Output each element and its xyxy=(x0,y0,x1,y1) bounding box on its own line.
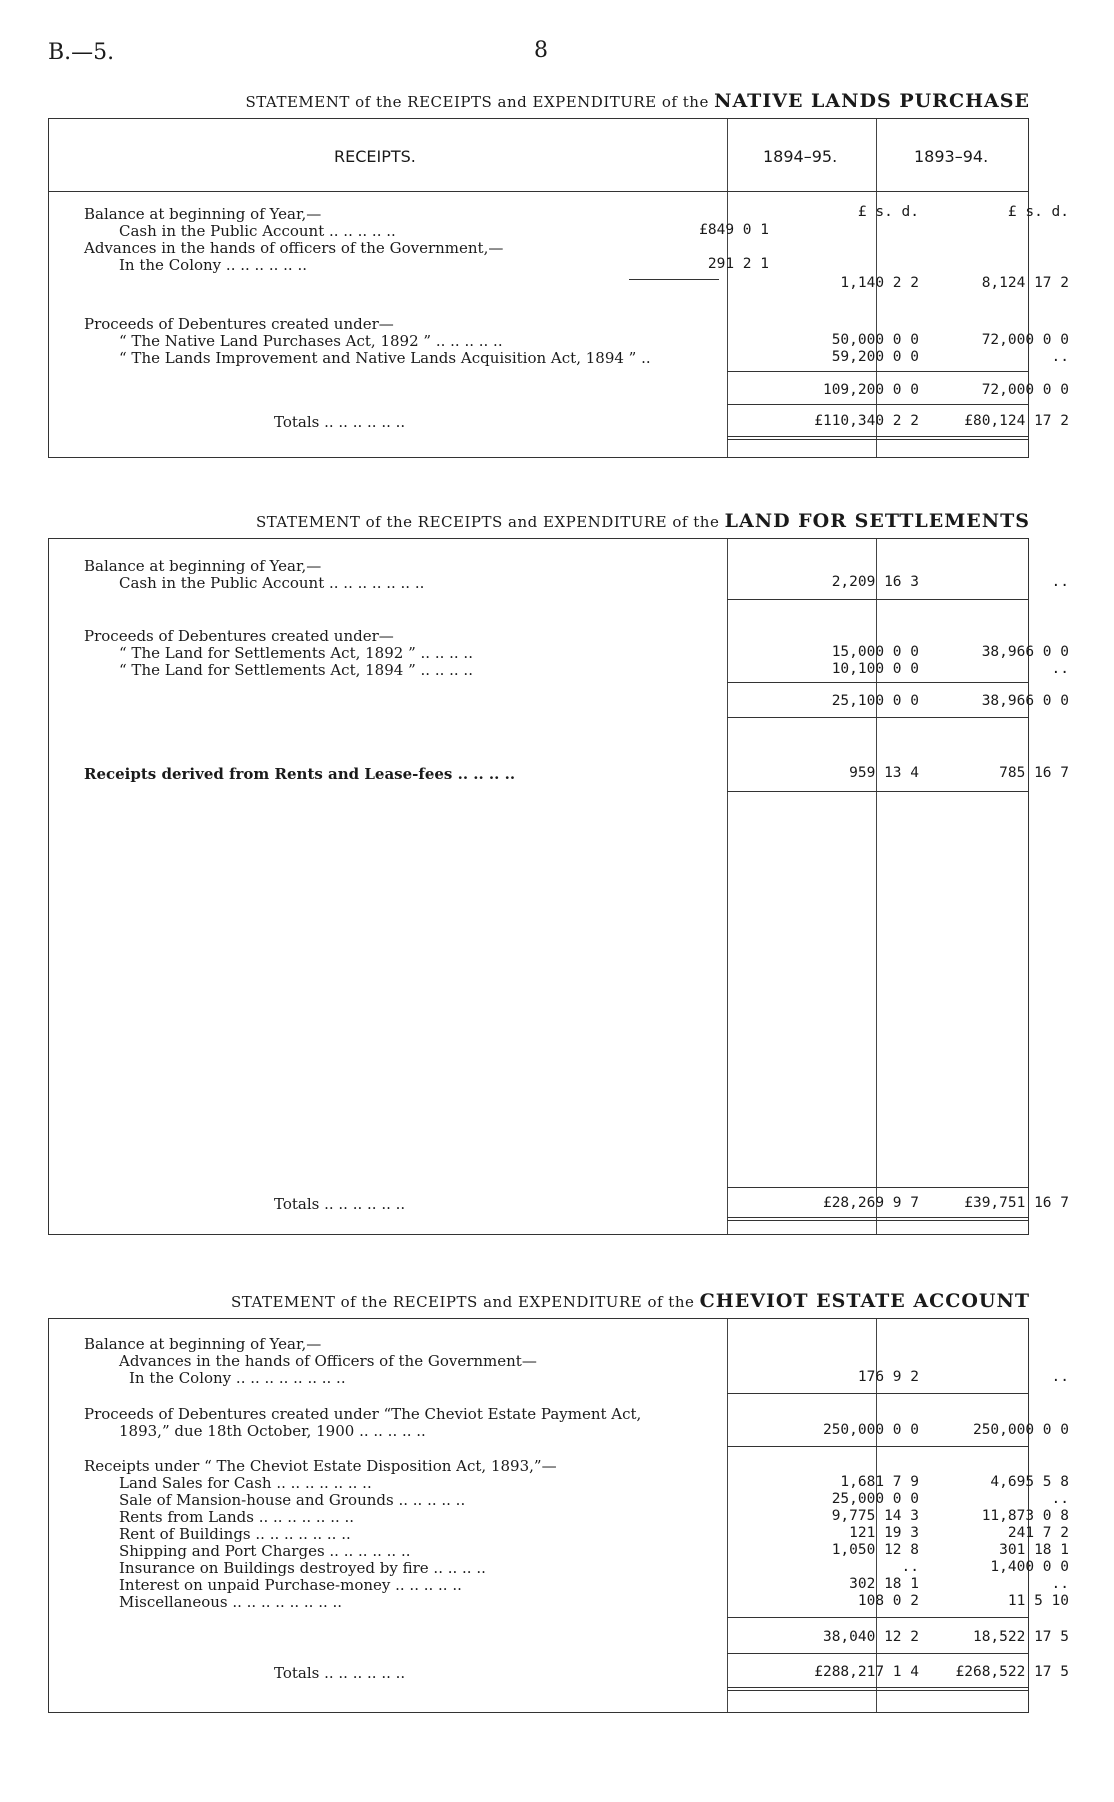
s3-item-amount-a: 1,050 12 8 xyxy=(831,1542,919,1558)
s2-cash-label: Cash in the Public Account .. .. .. .. .. .. .. xyxy=(119,574,425,592)
s3-item-amount-b: 11,873 0 8 xyxy=(981,1508,1069,1524)
s3-item-label: Rents from Lands .. .. .. .. .. .. .. xyxy=(119,1508,355,1526)
s3-item-amount-b: 241 7 2 xyxy=(1007,1525,1069,1541)
s3-item-amount-b: 4,695 5 8 xyxy=(990,1474,1069,1490)
s3-totals-a: £288,217 1 4 xyxy=(814,1664,919,1680)
s3-item-amount-a: 121 19 3 xyxy=(849,1525,919,1541)
section3-table xyxy=(48,1318,1069,1713)
s2-cash-amount-a: 2,209 16 3 xyxy=(831,574,919,590)
s3-item-label: Interest on unpaid Purchase-money .. .. .. .. .. xyxy=(119,1576,462,1594)
s3-colony-label: In the Colony .. .. .. .. .. .. .. .. xyxy=(129,1369,346,1387)
s2-rents-amount-b: 785 16 7 xyxy=(999,765,1069,781)
s3-proceeds-label2: 1893,” due 18th October, 1900 .. .. .. .. .. xyxy=(119,1422,426,1440)
colony-label: In the Colony .. .. .. .. .. .. xyxy=(119,256,307,274)
section3-title-prefix: STATEMENT of the RECEIPTS and EXPENDITURE of the xyxy=(231,1293,695,1311)
s2-subtotal-b: 38,966 0 0 xyxy=(981,693,1069,709)
s2-rents-amount-a: 959 13 4 xyxy=(849,765,919,781)
balance-amount-b: 8,124 17 2 xyxy=(981,275,1069,291)
s3-totals-label: Totals .. .. .. .. .. .. xyxy=(274,1664,406,1682)
s3-item-amount-a: 9,775 14 3 xyxy=(831,1508,919,1524)
s3-totals-b: £268,522 17 5 xyxy=(955,1664,1069,1680)
s3-colony-amount-a: 176 9 2 xyxy=(857,1369,919,1385)
cash-subamount: £849 0 1 xyxy=(699,222,769,238)
advances-label: Advances in the hands of officers of the Government,— xyxy=(84,239,504,257)
subtotal-amount-a: 109,200 0 0 xyxy=(822,382,919,398)
totals-amount-b: £80,124 17 2 xyxy=(964,413,1069,429)
act2-amount-a: 59,200 0 0 xyxy=(831,349,919,365)
colony-subamount: 291 2 1 xyxy=(707,256,769,272)
s2-act2-label: “ The Land for Settlements Act, 1894 ” .. .. .. .. xyxy=(119,661,473,679)
section2-table xyxy=(48,538,1069,1235)
totals-label: Totals .. .. .. .. .. .. xyxy=(274,413,406,431)
section1-title xyxy=(0,90,1030,112)
proceeds-label: Proceeds of Debentures created under— xyxy=(84,315,394,333)
s3-item-amount-a: 25,000 0 0 xyxy=(831,1491,919,1507)
s3-item-label: Shipping and Port Charges .. .. .. .. .. .. xyxy=(119,1542,411,1560)
section2-title-prefix: STATEMENT of the RECEIPTS and EXPENDITURE of the xyxy=(255,513,720,531)
s3-subtotal-b: 18,522 17 5 xyxy=(972,1629,1069,1645)
s3-item-label: Land Sales for Cash .. .. .. .. .. .. .. xyxy=(119,1474,372,1492)
subtotal-amount-b: 72,000 0 0 xyxy=(981,382,1069,398)
s2-act1-amount-a: 15,000 0 0 xyxy=(831,644,919,660)
section2-title-bold: LAND FOR SETTLEMENTS xyxy=(724,510,1030,532)
s3-proceeds-amount-a: 250,000 0 0 xyxy=(822,1422,919,1438)
s2-act1-amount-b: 38,966 0 0 xyxy=(981,644,1069,660)
s3-item-amount-a: 108 0 2 xyxy=(857,1593,919,1609)
s3-item-label: Insurance on Buildings destroyed by fire .. .. .. .. xyxy=(119,1559,486,1577)
act1-label: “ The Native Land Purchases Act, 1892 ” .. .. .. .. .. xyxy=(119,332,503,350)
s2-balance-label: Balance at beginning of Year,— xyxy=(84,557,322,575)
s2-totals-b: £39,751 16 7 xyxy=(964,1195,1069,1211)
s3-item-label: Miscellaneous .. .. .. .. .. .. .. .. xyxy=(119,1593,343,1611)
col-1894-heading: 1894–95. xyxy=(763,147,838,166)
s3-proceeds-amount-b: 250,000 0 0 xyxy=(972,1422,1069,1438)
s2-totals-label: Totals .. .. .. .. .. .. xyxy=(274,1195,406,1213)
s3-item-amount-b: 11 5 10 xyxy=(1007,1593,1069,1609)
s3-item-amount-b: .. xyxy=(1051,1491,1069,1507)
act2-amount-b: .. xyxy=(1051,349,1069,365)
s3-proceeds-label: Proceeds of Debentures created under “The Cheviot Estate Payment Act, xyxy=(84,1405,642,1423)
s3-item-amount-b: 301 18 1 xyxy=(999,1542,1069,1558)
s2-subtotal-a: 25,100 0 0 xyxy=(831,693,919,709)
section3-title-bold: CHEVIOT ESTATE ACCOUNT xyxy=(699,1290,1030,1312)
s3-subtotal-a: 38,040 12 2 xyxy=(822,1629,919,1645)
page-number: 8 xyxy=(534,38,548,63)
balance-label: Balance at beginning of Year,— xyxy=(84,205,322,223)
s3-item-amount-a: .. xyxy=(901,1559,919,1575)
s3-item-label: Sale of Mansion-house and Grounds .. .. .. .. .. xyxy=(119,1491,466,1509)
page-reference: B.—5. xyxy=(48,40,115,65)
col-receipts-heading: RECEIPTS. xyxy=(334,147,416,166)
section2-title xyxy=(0,510,1030,532)
balance-amount-a: 1,140 2 2 xyxy=(840,275,919,291)
section1-table xyxy=(48,118,1069,458)
s3-item-label: Rent of Buildings .. .. .. .. .. .. .. xyxy=(119,1525,351,1543)
s3-advances-label: Advances in the hands of Officers of the Government— xyxy=(119,1352,537,1370)
act1-amount-a: 50,000 0 0 xyxy=(831,332,919,348)
s2-totals-a: £28,269 9 7 xyxy=(822,1195,919,1211)
s2-proceeds-label: Proceeds of Debentures created under— xyxy=(84,627,394,645)
section3-title xyxy=(0,1290,1030,1312)
s3-colony-amount-b: .. xyxy=(1051,1369,1069,1385)
cash-label: Cash in the Public Account .. .. .. .. .. xyxy=(119,222,396,240)
s2-act2-amount-b: .. xyxy=(1051,661,1069,677)
s2-rents-label: Receipts derived from Rents and Lease-fees .. .. .. .. xyxy=(84,765,516,783)
act2-label: “ The Lands Improvement and Native Lands Acquisition Act, 1894 ” .. xyxy=(119,349,651,367)
s3-item-amount-a: 1,681 7 9 xyxy=(840,1474,919,1490)
s3-item-amount-b: 1,400 0 0 xyxy=(990,1559,1069,1575)
section1-title-bold: NATIVE LANDS PURCHASE xyxy=(714,90,1030,112)
act1-amount-b: 72,000 0 0 xyxy=(981,332,1069,348)
lsd-header-b: £ s. d. xyxy=(1007,204,1069,220)
col-1893-heading: 1893–94. xyxy=(914,147,989,166)
s2-act2-amount-a: 10,100 0 0 xyxy=(831,661,919,677)
s2-act1-label: “ The Land for Settlements Act, 1892 ” .. .. .. .. xyxy=(119,644,473,662)
section1-title-prefix: STATEMENT of the RECEIPTS and EXPENDITURE of the xyxy=(245,93,709,111)
s3-disposition-label: Receipts under “ The Cheviot Estate Disposition Act, 1893,”— xyxy=(84,1457,557,1475)
s3-item-amount-a: 302 18 1 xyxy=(849,1576,919,1592)
lsd-header-a: £ s. d. xyxy=(857,204,919,220)
s3-balance-label: Balance at beginning of Year,— xyxy=(84,1335,322,1353)
totals-amount-a: £110,340 2 2 xyxy=(814,413,919,429)
s3-item-amount-b: .. xyxy=(1051,1576,1069,1592)
s2-cash-amount-b: .. xyxy=(1051,574,1069,590)
